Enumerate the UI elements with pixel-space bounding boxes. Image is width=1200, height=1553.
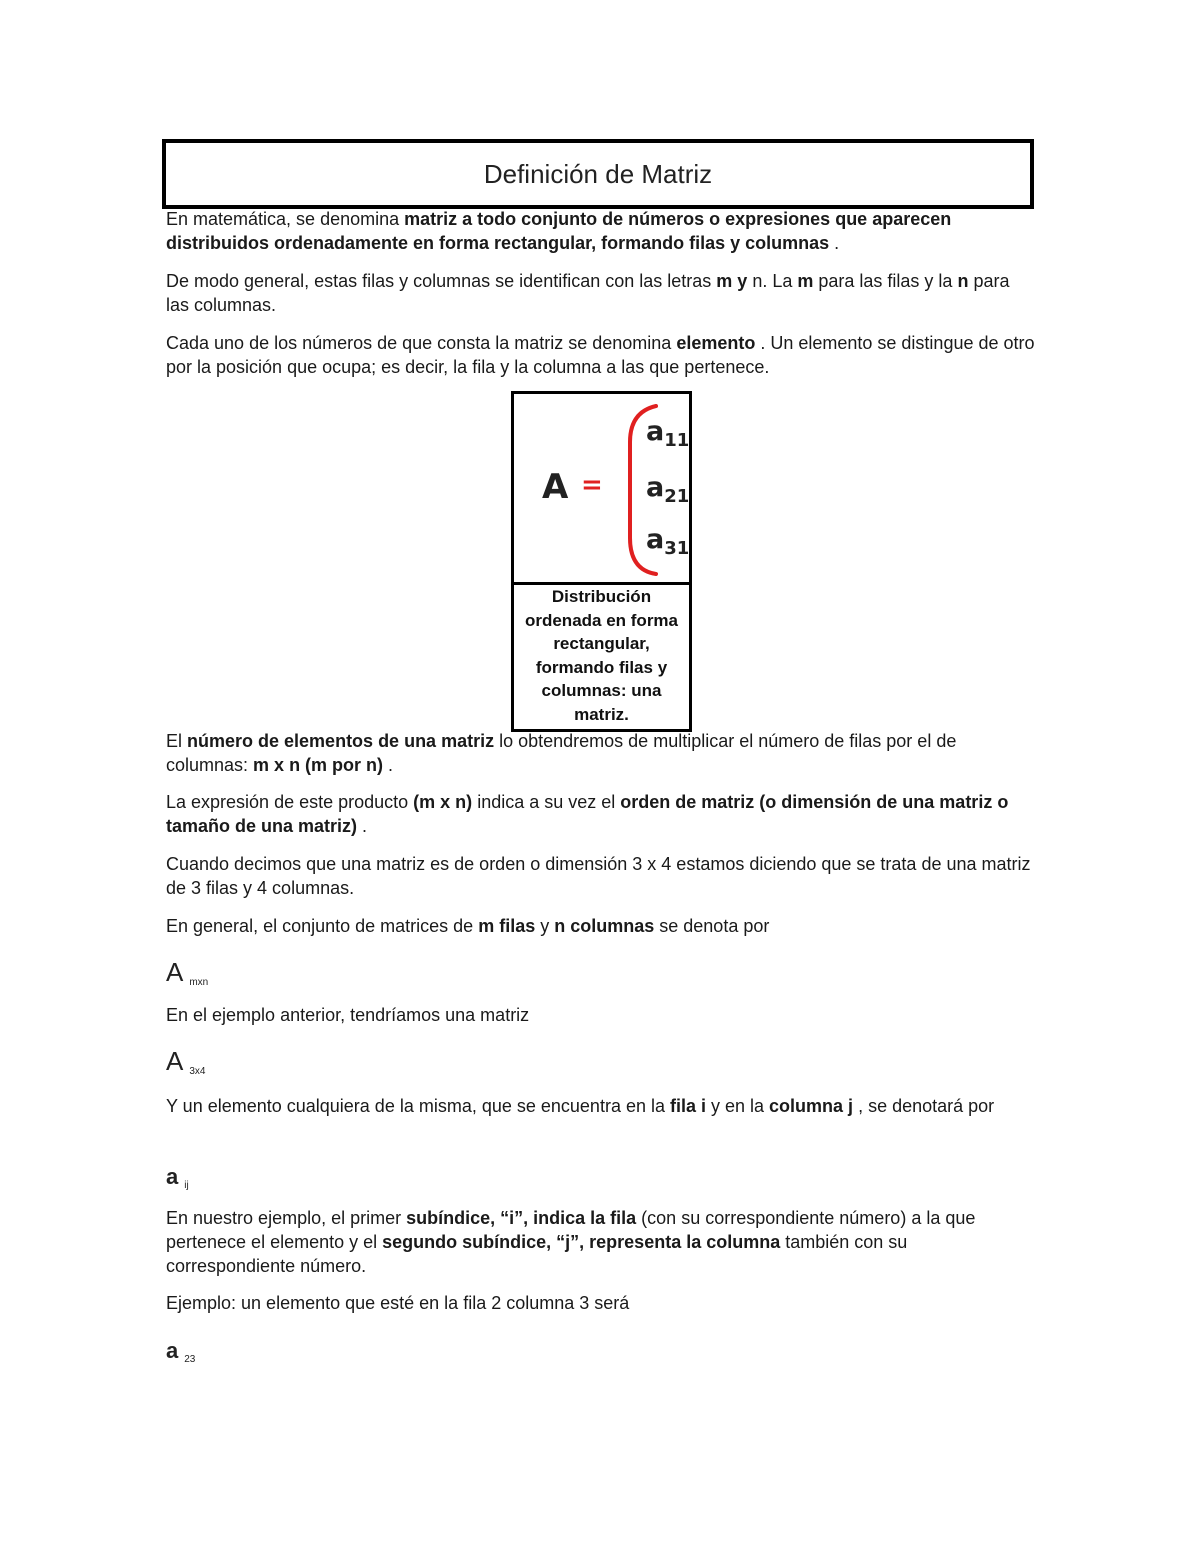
matrix-element-a21: $a_{21}$: [646, 472, 689, 507]
matrix-element-a31: $a_{31}$: [646, 524, 689, 559]
symbol-a-ij: a $_{ij}$: [166, 1164, 189, 1191]
page-title: Definición de Matriz: [483, 159, 713, 189]
paragraph-rows-columns: De modo general, estas filas y columnas se identifican con las letras m y n. La m para las filas y la n para las columnas.: [166, 271, 1010, 315]
matrix-figure: [511, 391, 692, 732]
matrix-element-a11: $a_{11}$: [646, 416, 689, 451]
paragraph-subscripts: En nuestro ejemplo, el primer subíndice, “i”, indica la fila (con su correspondiente número) a la que pertenece el elemento y el segundo subíndice, “j”, representa la columna también con su correspondiente número.: [166, 1208, 976, 1276]
paragraph-definition: En matemática, se denomina matriz a todo conjunto de números o expresiones que aparecen distribuidos ordenadamente en forma rectangular, formando filas y columnas .: [166, 209, 952, 253]
symbol-a-3x4: A $_{3x4}$: [166, 1046, 206, 1077]
symbol-a-23: a $_{23}$: [166, 1338, 196, 1365]
matrix-illustration: [514, 394, 689, 585]
figure-caption: Distribución ordenada en forma rectangular, formando filas y columnas: una matriz.: [524, 587, 679, 724]
paragraph-element-notation: Y un elemento cualquiera de la misma, que se encuentra en la fila i y en la columna j , se denotará por: [166, 1096, 995, 1116]
equals-sign: =: [581, 470, 603, 500]
paragraph-previous-example: En el ejemplo anterior, tendríamos una matriz: [166, 1005, 530, 1025]
symbol-a-mxn: A $_{mxn}$: [166, 957, 209, 988]
paragraph-order: La expresión de este producto (m x n) indica a su vez el orden de matriz (o dimensión de una matriz o tamaño de una matriz) .: [166, 792, 1009, 836]
paragraph-number-of-elements: El número de elementos de una matriz lo obtendremos de multiplicar el número de filas por el de columnas: m x n (m por n) .: [166, 731, 957, 775]
paragraph-example: Ejemplo: un elemento que esté en la fila 2 columna 3 será: [166, 1293, 630, 1313]
paragraph-dimension-example: Cuando decimos que una matriz es de orden o dimensión 3 x 4 estamos diciendo que se trata de una matriz de 3 filas y 4 columnas.: [166, 854, 1031, 898]
paragraph-general-notation: En general, el conjunto de matrices de m filas y n columnas se denota por: [166, 916, 770, 936]
paragraph-element: Cada uno de los números de que consta la matriz se denomina elemento . Un elemento se distingue de otro por la posición que ocupa; es decir, la fila y la columna a las que pertenece.: [166, 333, 1035, 377]
title-box: [162, 139, 1034, 209]
matrix-name: A: [542, 467, 569, 507]
